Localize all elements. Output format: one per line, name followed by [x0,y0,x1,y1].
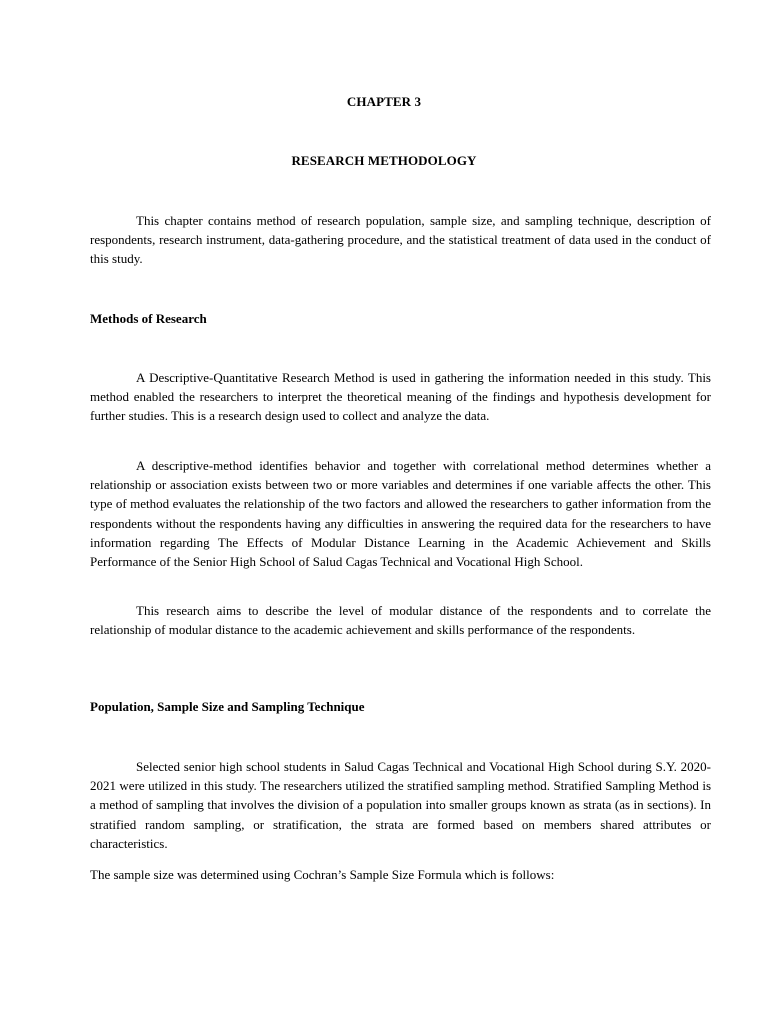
intro-paragraph: This chapter contains method of research population, sample size, and sampling technique, description of respondents, research instrument, data-gathering procedure, and the statistical treatment of data used in the conduct of this study. [90,213,711,267]
population-paragraph: Selected senior high school students in Salud Cagas Technical and Vocational High School during S.Y. 2020-2021 were utilized in this study. The researchers utilized the stratified sampling method. Stratified Sampling Method is a method of sampling that involves the division of a population into smaller groups known as strata (as in sections). In stratified random sampling, or stratification, the strata are formed based on members shared attributes or characteristics. [90,759,711,851]
population-sampling-heading: Population, Sample Size and Sampling Technique [90,699,365,714]
methods-of-research-heading: Methods of Research [90,311,207,326]
section-title: RESEARCH METHODOLOGY [291,153,477,168]
sample-size-paragraph: The sample size was determined using Cochran’s Sample Size Formula which is follows: [90,867,555,882]
methods-paragraph: This research aims to describe the level of modular distance of the respondents and to correlate the relationship of modular distance to the academic achievement and skills performance of the respondents. [90,603,711,638]
methods-paragraph: A Descriptive-Quantitative Research Method is used in gathering the information needed in this study. This method enabled the researchers to interpret the theoretical meaning of the findings and hypothesis development for further studies. This is a research design used to collect and analyze the data. [90,370,711,424]
chapter-heading: CHAPTER 3 [346,94,422,109]
methods-paragraph: A descriptive-method identifies behavior and together with correlational method determines whether a relationship or association exists between two or more variables and determines if one variable affects the other. This type of method evaluates the relationship of the two factors and allowed the researchers to gather information from the respondents without the respondents having any difficulties in answering the required data for the researchers to have information regarding The Effects of Modular Distance Learning in the Academic Achievement and Skills Performance of the Senior High School of Salud Cagas Technical and Vocational High School. [90,458,711,570]
